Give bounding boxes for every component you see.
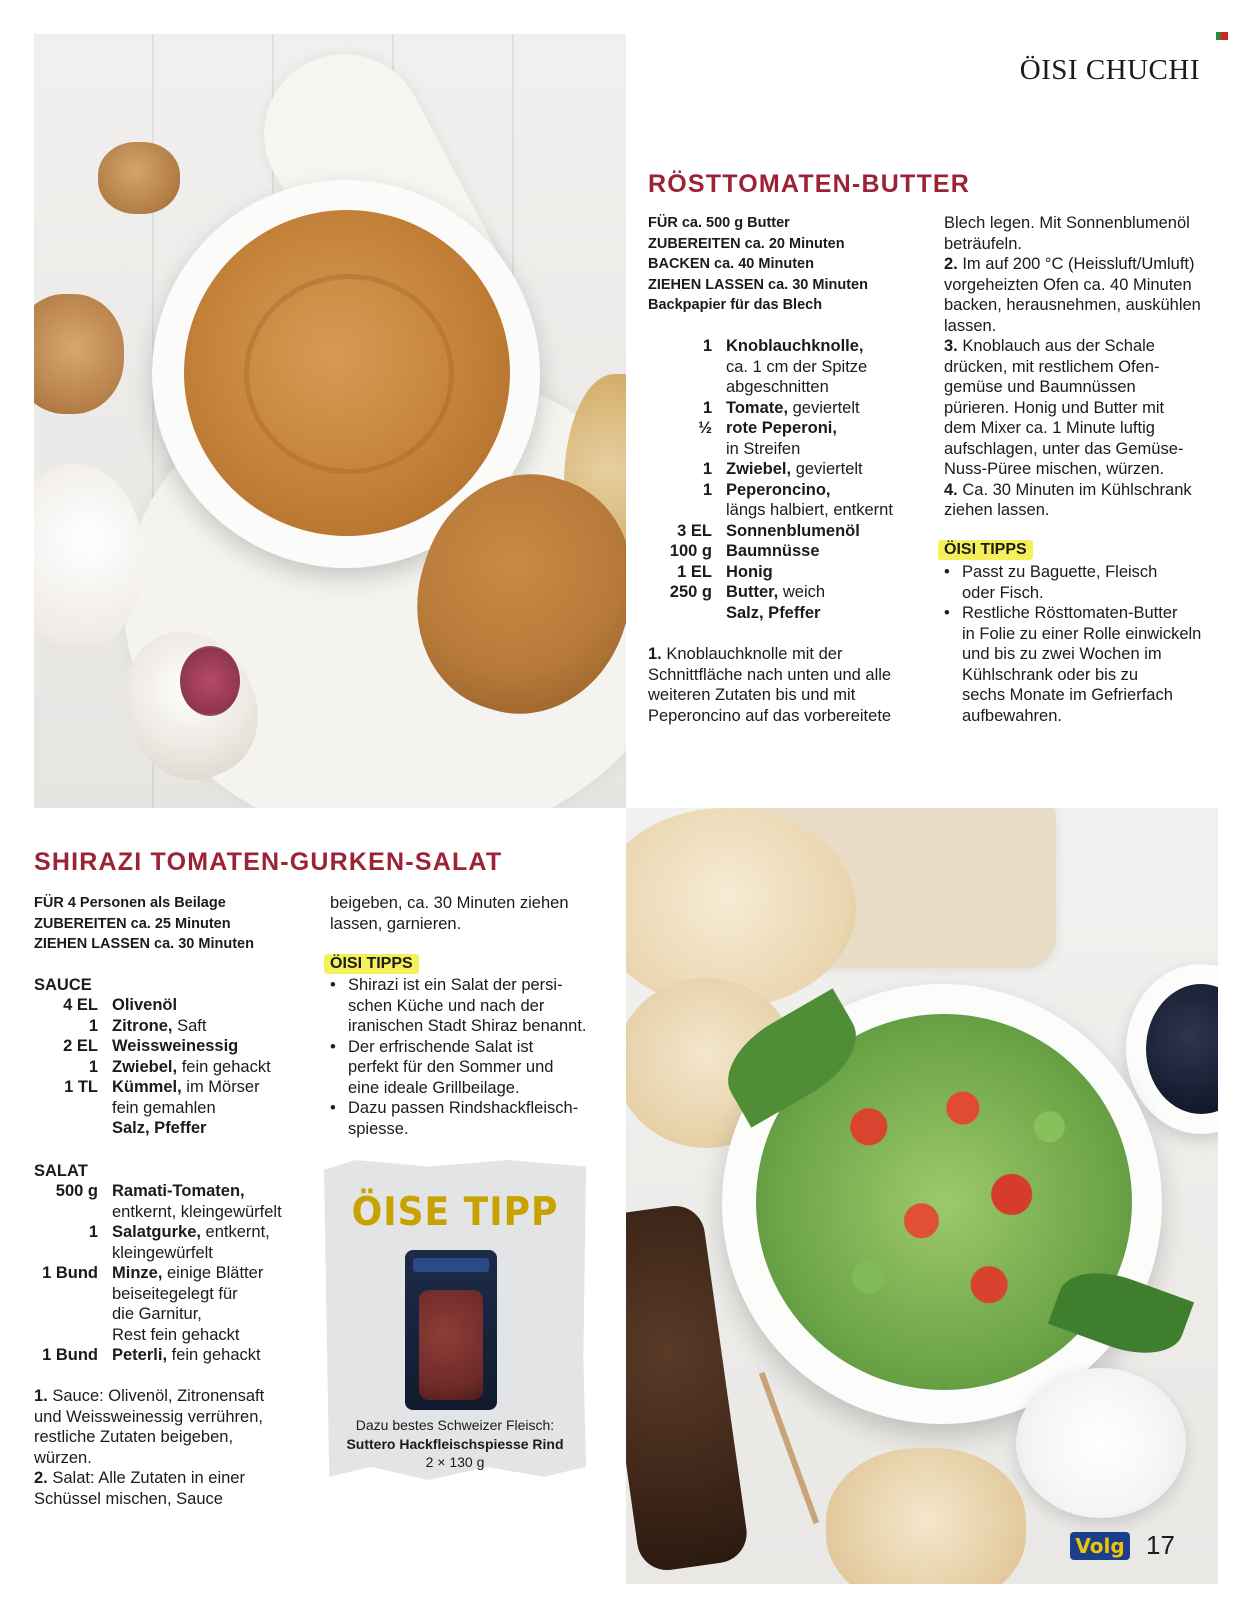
ingredient-text: [112, 1036, 238, 1057]
ingredient-name: Salz, Pfeffer: [726, 603, 821, 622]
ingredient-text: [112, 1325, 240, 1346]
ingredient-row: [642, 459, 942, 480]
step-text: lassen.: [944, 316, 997, 335]
tip-text: Passt zu Baguette, Fleisch: [962, 563, 1158, 581]
tip-text: Kühlschrank oder bis zu: [962, 665, 1139, 684]
tip-text: und bis zu zwei Wochen im: [962, 645, 1162, 663]
ingredient-text: [726, 336, 864, 357]
ingredient-text: [726, 500, 893, 521]
section-title: ÖISI CHUCHI: [1019, 54, 1200, 86]
ingredient-quantity: [28, 1202, 112, 1223]
ingredient-row: [28, 1118, 318, 1139]
step-number: 1.: [34, 1387, 48, 1405]
package-label: [413, 1258, 489, 1272]
meta-line: Backpapier für das Blech: [648, 297, 823, 313]
ingredient-text: [726, 357, 867, 378]
ingredient-row: [28, 1077, 318, 1098]
ingredient-note: Saft: [172, 1016, 207, 1035]
ingredient-quantity: 1: [702, 337, 712, 355]
ingredient-note: längs halbiert, entkernt: [726, 501, 893, 519]
tip-line: [330, 1057, 620, 1078]
ingredient-name: Salatgurke,: [112, 1223, 201, 1241]
step-text: Nuss-Püree mischen, würzen.: [944, 460, 1165, 478]
tips-label: [944, 540, 1033, 560]
ingredient-row: [28, 1036, 318, 1057]
ingredient-note: einige Blätter: [162, 1264, 264, 1282]
step-text: weiteren Zutaten bis und mit: [648, 686, 856, 704]
step-text: vorgeheizten Ofen ca. 40 Minuten: [944, 275, 1192, 294]
bullet-icon: [330, 996, 348, 1017]
bullet-icon: [944, 706, 962, 727]
ingredient-quantity: 4 EL: [63, 996, 98, 1014]
promo-product: Suttero Hackfleischspiesse Rind: [346, 1435, 564, 1452]
ingredient-note: abgeschnitten: [726, 378, 829, 396]
ingredient-note: entkernt,: [200, 1223, 270, 1241]
ingredient-note: entkernt, kleingewürfelt: [112, 1202, 282, 1221]
bullet-icon: [944, 644, 962, 665]
step-line: [648, 706, 948, 727]
step-line: [944, 234, 1234, 255]
step-text: Im auf 200 °C (Heissluft/Umluft): [957, 255, 1195, 273]
step-line: [34, 1468, 324, 1489]
step-line: [944, 418, 1234, 439]
step-line: [944, 459, 1234, 480]
tip-text: aufbewahren.: [962, 706, 1062, 725]
step-line: [34, 1448, 324, 1469]
ingredient-row: [28, 1325, 328, 1346]
meta-line: ZIEHEN LASSEN ca. 30 Minuten: [34, 936, 254, 952]
tips-label-text: ÖISI TIPPS: [938, 540, 1033, 560]
ingredient-note: in Streifen: [726, 439, 801, 458]
ingredient-text: [726, 562, 773, 583]
bullet-icon: •: [944, 563, 950, 581]
tip-text: oder Fisch.: [962, 583, 1044, 602]
bullet-icon: •: [944, 604, 950, 622]
ingredient-note: fein gehackt: [177, 1057, 271, 1076]
tip-line: [944, 603, 1234, 624]
ingredient-note: beiseitegelegt für: [112, 1284, 238, 1303]
step-text: Ca. 30 Minuten im Kühlschrank: [957, 480, 1192, 499]
step-line: [944, 377, 1234, 398]
swiss-flag-icon: [1216, 32, 1228, 40]
bullet-icon: [944, 583, 962, 604]
step-text: und Weissweinessig verrühren,: [34, 1407, 263, 1426]
meta-line: ZIEHEN LASSEN ca. 30 Minuten: [648, 276, 868, 293]
tip-line: [330, 975, 620, 996]
ingredient-text: [726, 418, 837, 439]
ingredient-text: [726, 480, 831, 501]
ingredient-quantity: ½: [698, 419, 712, 437]
step-line: [34, 1407, 324, 1428]
ingredient-row: [642, 398, 942, 419]
ingredient-name: Zwiebel,: [726, 460, 792, 478]
ingredient-row: [642, 377, 942, 398]
ingredient-row: [28, 1202, 328, 1223]
ingredient-quantity: [28, 1304, 112, 1325]
promo-weight: 2 × 130 g: [425, 1454, 485, 1470]
sauce-heading: SAUCE: [34, 976, 92, 994]
ingredient-quantity: 500 g: [55, 1182, 98, 1200]
ingredient-quantity: [28, 1118, 112, 1139]
ingredient-text: [726, 603, 820, 624]
ingredient-note: kleingewürfelt: [112, 1243, 213, 1262]
step-text: beträufeln.: [944, 234, 1022, 253]
tip-text: Shirazi ist ein Salat der persi-: [348, 976, 563, 994]
ingredient-name: Butter,: [726, 583, 779, 601]
ingredient-quantity: [642, 603, 726, 624]
step-text: Sauce: Olivenöl, Zitronensaft: [47, 1387, 265, 1405]
ingredient-row: [642, 439, 942, 460]
tip-line: [944, 624, 1234, 645]
ingredient-text: [112, 995, 177, 1016]
step-number: 4.: [944, 480, 958, 499]
step-number: 2.: [944, 255, 958, 273]
bullet-icon: •: [330, 1099, 336, 1117]
ingredient-row: [642, 562, 942, 583]
tip-line: [330, 1037, 620, 1058]
ingredient-name: Tomate,: [726, 398, 789, 417]
ingredient-text: [726, 439, 800, 460]
ingredient-note: geviertelt: [788, 398, 860, 417]
tip-line: [330, 1098, 620, 1119]
meat-skewers: [419, 1290, 483, 1400]
tip-line: [330, 1016, 620, 1037]
step-text: Peperoncino auf das vorbereitete: [648, 706, 892, 725]
ingredient-text: [112, 1243, 213, 1264]
recipe-title: RÖSTTOMATEN-BUTTER: [648, 170, 971, 198]
bullet-icon: •: [330, 1037, 336, 1056]
ingredient-note: im Mörser: [181, 1078, 260, 1096]
bullet-icon: [944, 624, 962, 645]
step-line: [944, 275, 1234, 296]
ingredient-row: [28, 1016, 318, 1037]
tip-line: [944, 665, 1234, 686]
roasted-tomato-butter-photo: [34, 34, 626, 808]
step-text: Schnittfläche nach unten und alle: [648, 665, 892, 684]
recipe-title: SHIRAZI TOMATEN-GURKEN-SALAT: [34, 848, 503, 876]
ingredient-name: Baumnüsse: [726, 542, 820, 560]
ingredient-text: [726, 398, 860, 419]
ingredient-name: rote Peperoni,: [726, 419, 837, 437]
ingredient-note: ca. 1 cm der Spitze: [726, 357, 868, 376]
step-text: Knoblauchknolle mit der: [661, 645, 843, 663]
step-text: würzen.: [34, 1448, 92, 1467]
ingredient-name: Peterli,: [112, 1346, 168, 1364]
ingredient-list: [642, 336, 942, 623]
ingredient-quantity: 1: [702, 398, 712, 417]
ingredient-row: [28, 1057, 318, 1078]
step-text: gemüse und Baumnüssen: [944, 378, 1136, 396]
step-line: [648, 644, 948, 665]
ingredient-quantity: 1 TL: [64, 1078, 98, 1096]
ingredient-text: [112, 1057, 271, 1078]
ingredient-text: [112, 1263, 263, 1284]
ingredient-list: [28, 1181, 328, 1366]
ingredient-quantity: 1: [88, 1223, 98, 1241]
ingredient-note: Rest fein gehackt: [112, 1325, 240, 1344]
step-line: [34, 1489, 324, 1510]
step-text: backen, herausnehmen, auskühlen: [944, 296, 1201, 314]
ingredient-note: fein gehackt: [167, 1346, 261, 1364]
spread-swirl: [244, 274, 454, 474]
ingredient-name: Kümmel,: [112, 1078, 182, 1096]
page-number: 17: [1146, 1530, 1175, 1560]
ingredient-text: [112, 1118, 206, 1139]
tip-line: [330, 1119, 620, 1140]
tip-line: [330, 1078, 620, 1099]
ingredient-name: Honig: [726, 562, 773, 581]
ingredient-text: [112, 1202, 282, 1223]
ingredient-quantity: 1: [702, 480, 712, 499]
step-line: [34, 1386, 324, 1407]
ingredient-quantity: [642, 439, 726, 460]
tip-text: schen Küche und nach der: [348, 996, 545, 1015]
step-text: restliche Zutaten beigeben,: [34, 1428, 234, 1446]
ingredient-name: Salz, Pfeffer: [112, 1119, 207, 1137]
tip-line: [944, 562, 1234, 583]
step-number: 3.: [944, 337, 958, 355]
salat-heading: SALAT: [34, 1162, 88, 1180]
bullet-icon: [944, 685, 962, 706]
step-line: [944, 398, 1234, 419]
ingredient-row: [642, 582, 942, 603]
ingredient-name: Minze,: [112, 1264, 163, 1282]
ingredient-quantity: [28, 1243, 112, 1264]
tips-list: [944, 562, 1234, 726]
tips-list: [330, 975, 620, 1139]
ingredient-text: [112, 1016, 206, 1037]
bullet-icon: •: [330, 976, 336, 994]
tip-line: [944, 706, 1234, 727]
tip-text: in Folie zu einer Rolle einwickeln: [962, 624, 1202, 643]
ingredient-note: die Garnitur,: [112, 1305, 202, 1323]
tip-text: Der erfrischende Salat ist: [348, 1037, 534, 1056]
ingredient-row: [28, 1345, 328, 1366]
step-line: [944, 254, 1234, 275]
step-text: aufschlagen, unter das Gemüse-: [944, 439, 1184, 458]
ingredient-row: [642, 336, 942, 357]
ingredient-quantity: 3 EL: [677, 521, 712, 540]
step-text: ziehen lassen.: [944, 501, 1050, 519]
ingredient-text: [112, 1222, 270, 1243]
step-line: [944, 336, 1234, 357]
ingredient-quantity: [28, 1325, 112, 1346]
step-line: [944, 480, 1234, 501]
ingredient-row: [642, 357, 942, 378]
ingredient-text: [112, 1077, 260, 1098]
ingredient-row: [642, 521, 942, 542]
tip-text: spiesse.: [348, 1119, 409, 1138]
bullet-icon: [330, 1078, 348, 1099]
ingredient-row: [28, 1181, 328, 1202]
step-line: [648, 685, 948, 706]
ingredient-text: [726, 521, 860, 542]
tip-text: Dazu passen Rindshackfleisch-: [348, 1099, 579, 1117]
ingredient-name: Olivenöl: [112, 996, 178, 1014]
ingredient-quantity: [28, 1284, 112, 1305]
bullet-icon: [330, 1119, 348, 1140]
ingredient-quantity: 1: [88, 1016, 98, 1035]
preparation-steps-continued: [330, 893, 620, 934]
step-line: [944, 213, 1234, 234]
ingredient-row: [28, 1243, 328, 1264]
meta-line: ZUBEREITEN ca. 25 Minuten: [34, 915, 231, 932]
ingredient-quantity: 2 EL: [63, 1037, 98, 1055]
ingredient-text: [112, 1284, 238, 1305]
step-text: Salat: Alle Zutaten in einer: [47, 1469, 245, 1487]
preparation-steps: [34, 1386, 324, 1509]
step-number: 1.: [648, 645, 662, 663]
step-line: lassen, garnieren.: [330, 914, 462, 933]
preparation-steps: [944, 213, 1234, 521]
ingredient-row: [28, 1098, 318, 1119]
ingredient-quantity: 1: [702, 460, 712, 478]
meta-line: BACKEN ca. 40 Minuten: [648, 256, 814, 272]
tip-line: [944, 583, 1234, 604]
tip-text: Restliche Rösttomaten-Butter: [962, 604, 1178, 622]
ingredient-quantity: 1: [88, 1057, 98, 1076]
ingredient-quantity: 100 g: [669, 542, 712, 560]
ingredient-quantity: 1 EL: [677, 562, 712, 581]
ingredient-text: [112, 1181, 245, 1202]
ingredient-quantity: 1 Bund: [42, 1264, 98, 1282]
tip-text: iranischen Stadt Shiraz benannt.: [348, 1017, 587, 1035]
ingredient-text: [726, 541, 820, 562]
tip-text: perfekt für den Sommer und: [348, 1058, 554, 1076]
ingredient-text: [726, 582, 825, 603]
ingredient-note: weich: [778, 583, 826, 601]
ingredient-quantity: [642, 377, 726, 398]
step-text: Blech legen. Mit Sonnenblumenöl: [944, 214, 1190, 232]
step-line: beigeben, ca. 30 Minuten ziehen: [330, 894, 569, 912]
recipe-meta: [648, 213, 938, 316]
promo-text: [330, 1416, 580, 1472]
step-text: Schüssel mischen, Sauce: [34, 1489, 223, 1508]
bullet-icon: [944, 665, 962, 686]
ingredient-row: [28, 995, 318, 1016]
ingredient-row: [28, 1304, 328, 1325]
ingredient-row: [642, 418, 942, 439]
ingredient-name: Peperoncino,: [726, 480, 831, 499]
tips-label: [330, 954, 419, 974]
shirazi-salad-photo: [626, 808, 1218, 1584]
walnut: [98, 142, 180, 214]
ingredient-text: [112, 1345, 261, 1366]
step-line: [944, 295, 1234, 316]
recipe-meta: [34, 893, 314, 955]
meta-line: ZUBEREITEN ca. 20 Minuten: [648, 235, 845, 252]
tip-line: [944, 644, 1234, 665]
ingredient-text: [112, 1304, 202, 1325]
tip-line: [944, 685, 1234, 706]
ingredient-list: [28, 995, 318, 1139]
ingredient-row: [642, 500, 942, 521]
step-line: [944, 500, 1234, 521]
ingredient-row: [642, 603, 942, 624]
ingredient-quantity: 1 Bund: [42, 1346, 98, 1364]
step-line: [944, 316, 1234, 337]
ingredient-quantity: 250 g: [669, 583, 712, 601]
ingredient-name: Zwiebel,: [112, 1057, 178, 1076]
ingredient-row: [28, 1222, 328, 1243]
tips-label-text: ÖISI TIPPS: [324, 954, 419, 974]
step-line: [648, 665, 948, 686]
ingredient-name: Knoblauchknolle,: [726, 337, 864, 355]
step-text: drücken, mit restlichem Ofen-: [944, 357, 1160, 376]
walnut: [34, 294, 124, 414]
promo-title: ÖISE TIPP: [351, 1189, 559, 1236]
step-text: Knoblauch aus der Schale: [957, 337, 1155, 355]
pita-bread: [826, 1448, 1026, 1584]
ingredient-row: [28, 1263, 328, 1284]
step-line: [34, 1427, 324, 1448]
ingredient-row: [642, 541, 942, 562]
step-line: [944, 439, 1234, 460]
ingredient-text: [726, 459, 863, 480]
tip-text: eine ideale Grillbeilage.: [348, 1078, 520, 1097]
step-text: pürieren. Honig und Butter mit: [944, 398, 1165, 417]
ingredient-quantity: [28, 1098, 112, 1119]
ingredient-text: [726, 377, 829, 398]
ingredient-quantity: [642, 357, 726, 378]
preparation-steps: [648, 644, 948, 726]
step-number: 2.: [34, 1469, 48, 1487]
tip-line: [330, 996, 620, 1017]
ingredient-quantity: [642, 500, 726, 521]
ingredient-row: [642, 480, 942, 501]
yogurt-bowl: [1016, 1368, 1186, 1518]
meta-line: FÜR 4 Personen als Beilage: [34, 895, 226, 911]
ingredient-row: [28, 1284, 328, 1305]
ingredient-name: Zitrone,: [112, 1016, 173, 1035]
tip-text: sechs Monate im Gefrierfach: [962, 686, 1173, 704]
step-line: [944, 357, 1234, 378]
step-text: dem Mixer ca. 1 Minute luftig: [944, 419, 1155, 437]
ingredient-text: [112, 1098, 216, 1119]
volg-logo: Volg: [1070, 1532, 1130, 1560]
bullet-icon: [330, 1016, 348, 1037]
ingredient-name: Ramati-Tomaten,: [112, 1182, 245, 1200]
promo-line: Dazu bestes Schweizer Fleisch:: [355, 1417, 555, 1433]
ingredient-name: Sonnenblumenöl: [726, 521, 860, 540]
ingredient-name: Weissweinessig: [112, 1037, 239, 1055]
bullet-icon: [330, 1057, 348, 1078]
garlic-skin: [180, 646, 240, 716]
skewer-stick: [759, 1372, 819, 1524]
ingredient-note: fein gemahlen: [112, 1098, 216, 1117]
ingredient-note: geviertelt: [791, 460, 863, 478]
meat-package-image: [405, 1250, 497, 1410]
meta-line: FÜR ca. 500 g Butter: [648, 215, 790, 231]
